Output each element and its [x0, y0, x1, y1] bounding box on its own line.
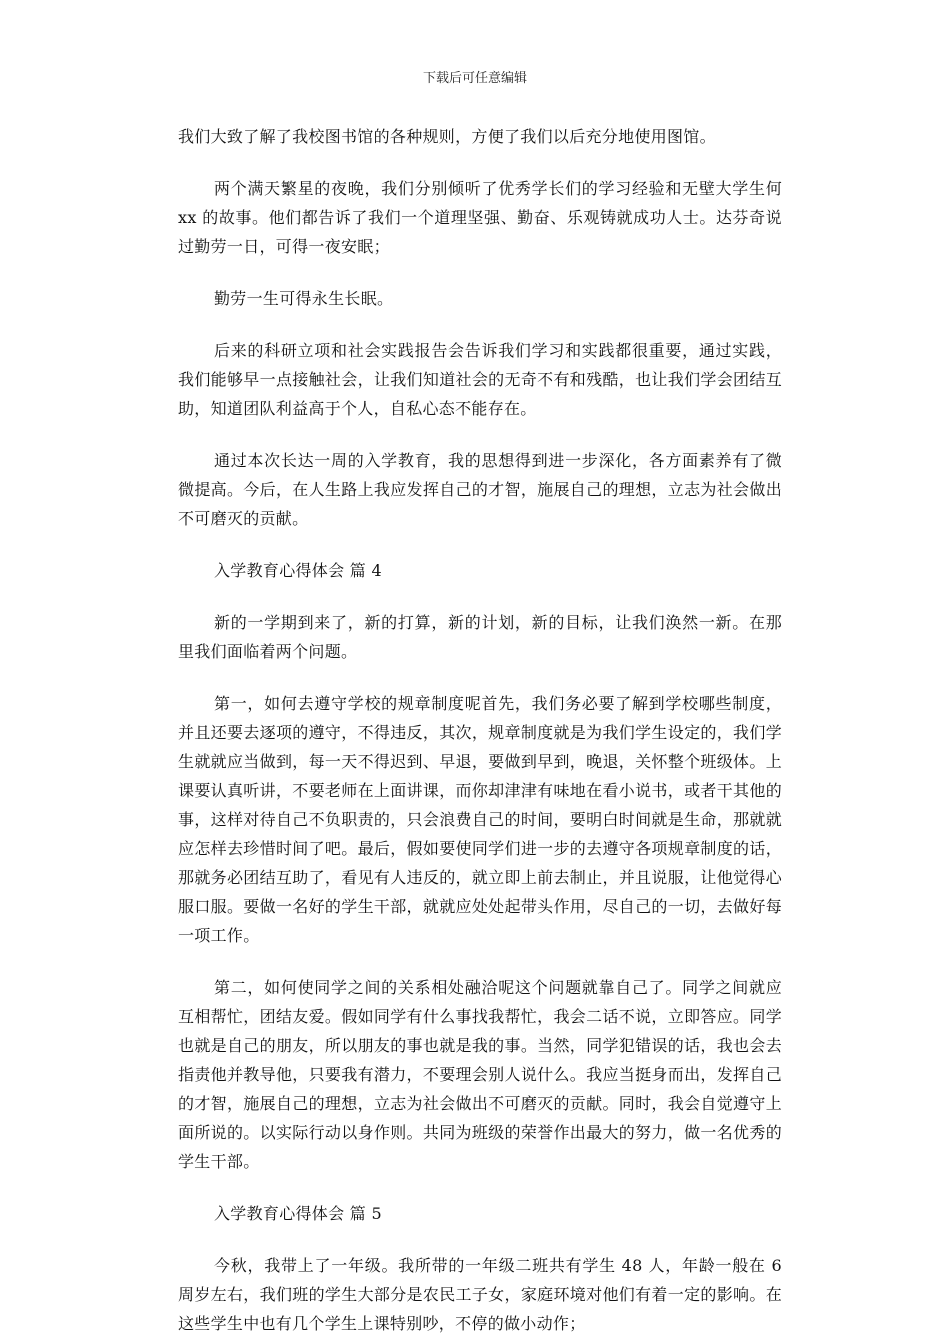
paragraph: 两个满天繁星的夜晚，我们分别倾听了优秀学长们的学习经验和无壁大学生何 xx 的故事。他们都告诉了我们一个道理坚强、勤奋、乐观铸就成功人士。达芬奇说过勤劳一日，可得一夜安眠；: [178, 179, 782, 256]
paragraph: 第一，如何去遵守学校的规章制度呢首先，我们务必要了解到学校哪些制度，并且还要去逐项的遵守，不得违反，其次，规章制度就是为我们学生设定的，我们学生就就应当做到，每一天不得迟到、早退，要做到早到，晚退，关怀整个班级体。上课要认真听讲，不要老师在上面讲课，而你却津津有味地在看小说书，或者干其他的事，这样对待自己不负职责的，只会浪费自己的时间，要明白时间就是生命，那就就应怎样去珍惜时间了吧。最后，假如要使同学们进一步的去遵守各项规章制度的话，那就务必团结互助了，看见有人违反的，就立即上前去制止，并且说服，让他觉得心服口服。要做一名好的学生干部，就就应处处起带头作用，尽自己的一切，去做好每一项工作。: [178, 694, 782, 945]
section-heading: 入学教育心得体会 篇 5: [214, 1204, 382, 1223]
section-heading: 入学教育心得体会 篇 4: [214, 561, 382, 580]
paragraph: 新的一学期到来了，新的打算，新的计划，新的目标，让我们涣然一新。在那里我们面临着两个问题。: [178, 613, 782, 661]
paragraph: 勤劳一生可得永生长眠。: [214, 289, 394, 308]
page-header: 下载后可任意编辑: [422, 71, 527, 86]
paragraph: 今秋，我带上了一年级。我所带的一年级二班共有学生 48 人，年龄一般在 6 周岁左右，我们班的学生大部分是农民工子女，家庭环境对他们有着一定的影响。在这些学生中也有几个学生上课特别吵，不停的做小动作；: [178, 1256, 782, 1333]
paragraph: 我们大致了解了我校图书馆的各种规则，方便了我们以后充分地使用图馆。: [178, 127, 716, 146]
paragraph: 通过本次长达一周的入学教育，我的思想得到进一步深化，各方面素养有了微微提高。今后，在人生路上我应发挥自己的才智，施展自己的理想，立志为社会做出不可磨灭的贡献。: [178, 451, 782, 528]
paragraph: 第二，如何使同学之间的关系相处融洽呢这个问题就靠自己了。同学之间就应互相帮忙，团结友爱。假如同学有什么事找我帮忙，我会二话不说，立即答应。同学也就是自己的朋友，所以朋友的事也就是我的事。当然，同学犯错误的话，我也会去指责他并教导他，只要我有潜力，不要理会别人说什么。我应当挺身而出，发挥自己的才智，施展自己的理想，立志为社会做出不可磨灭的贡献。同时，我会自觉遵守上面所说的。以实际行动以身作则。共同为班级的荣誉作出最大的努力，做一名优秀的学生干部。: [178, 978, 782, 1171]
document-body: [178, 122, 782, 1338]
paragraph: 后来的科研立项和社会实践报告会告诉我们学习和实践都很重要，通过实践，我们能够早一点接触社会，让我们知道社会的无奇不有和残酷，也让我们学会团结互助，知道团队利益高于个人，自私心态不能存在。: [178, 341, 782, 418]
